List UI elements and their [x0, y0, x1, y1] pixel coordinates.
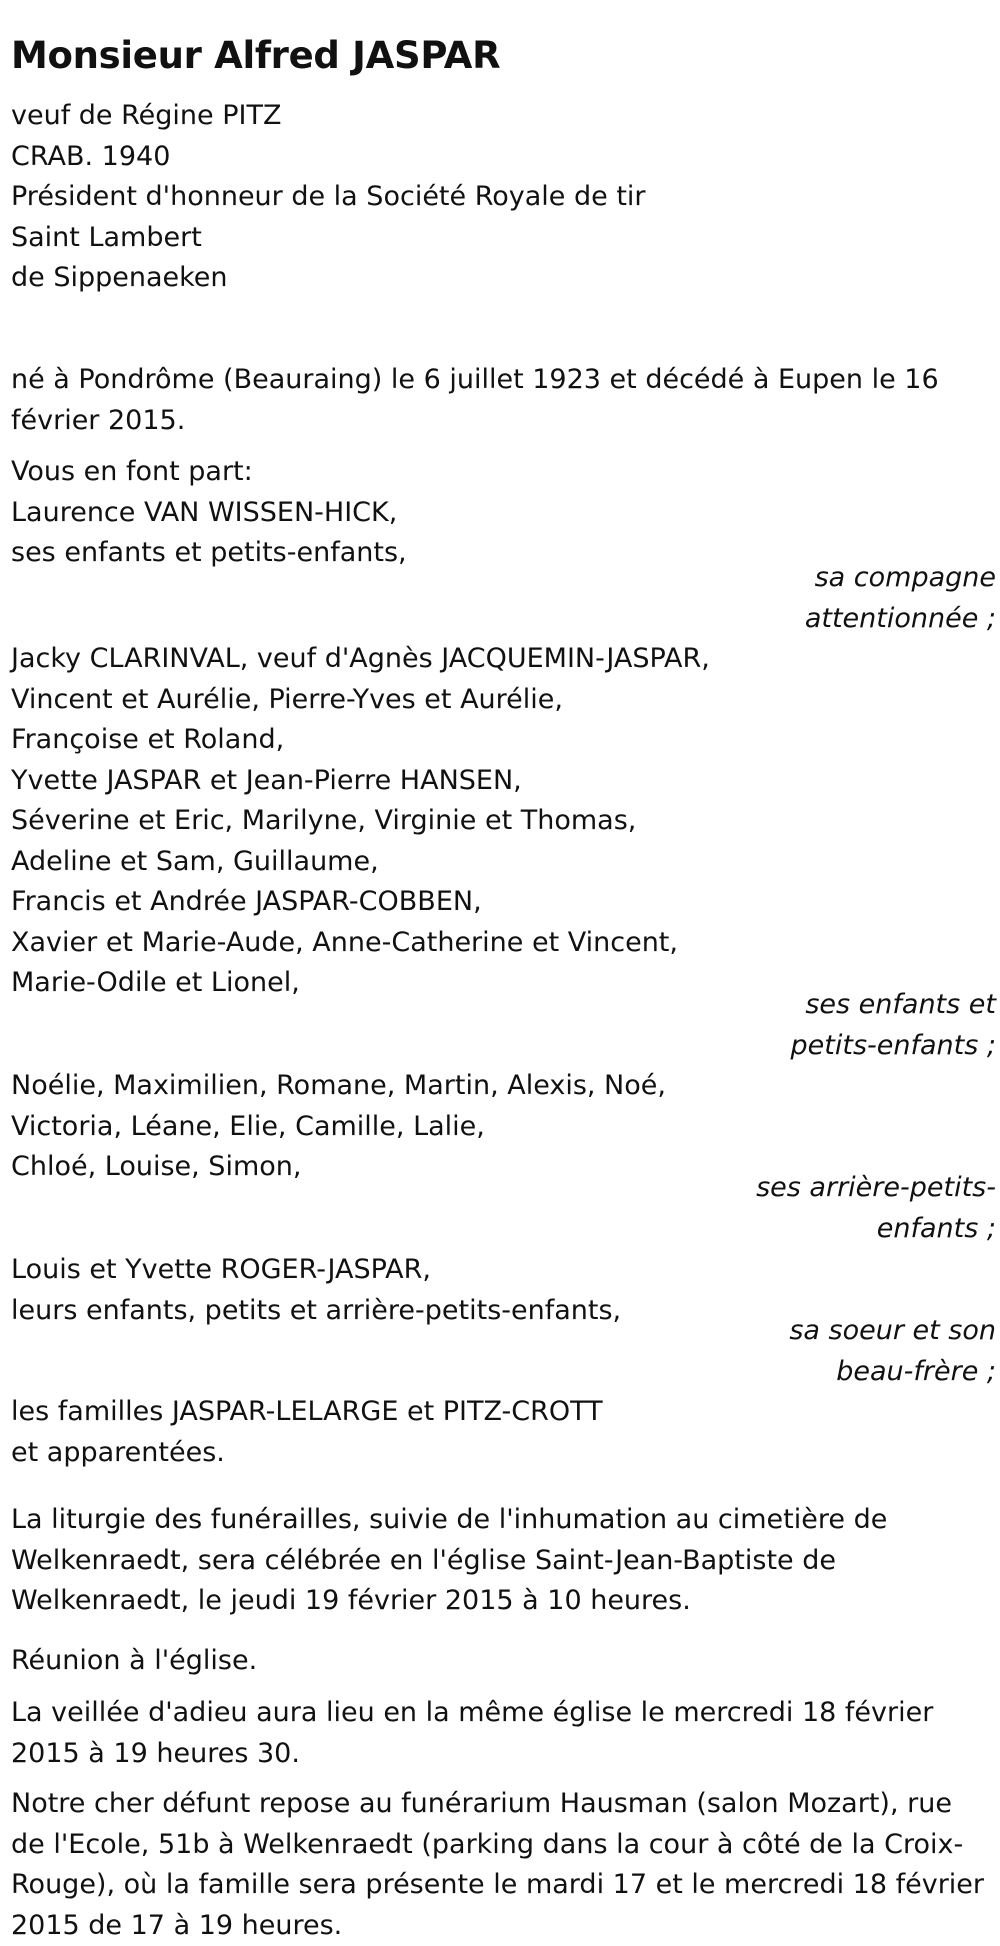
group-2-line: Jacky CLARINVAL, veuf d'Agnès JACQUEMIN-JASPAR, [11, 643, 710, 674]
group-2-block [11, 639, 991, 1004]
group-1-role [736, 558, 996, 639]
group-3-line: Noélie, Maximilien, Romane, Martin, Alexis, Noé, [11, 1070, 666, 1101]
group-3-role [736, 1168, 996, 1249]
group-2-line: Yvette JASPAR et Jean-Pierre HANSEN, [11, 764, 522, 796]
group-2-line: Xavier et Marie-Aude, Anne-Catherine et Vincent, [11, 926, 678, 958]
intro-block [11, 96, 991, 299]
group-2-line: Adeline et Sam, Guillaume, [11, 845, 379, 877]
liturgy-paragraph: La liturgie des funérailles, suivie de l'inhumation au cimetière de Welkenraedt, sera célébrée en l'église Saint-Jean-Baptiste de Welkenraedt, le jeudi 19 février 2015 à 10 heures. [11, 1504, 888, 1616]
role-line: ses enfants et [805, 989, 996, 1020]
group-3-line: Chloé, Louise, Simon, [11, 1151, 302, 1182]
announcers-block [11, 452, 991, 574]
group-4-role [736, 1311, 996, 1392]
role-line: sa compagne [814, 562, 996, 593]
group-2-line: Vincent et Aurélie, Pierre-Yves et Aurélie, [11, 683, 563, 715]
group-1-line: Laurence VAN WISSEN-HICK, [11, 496, 398, 528]
society-name-line: Saint Lambert [11, 221, 202, 253]
funerarium-paragraph: Notre cher défunt repose au funérarium Hausman (salon Mozart), rue de l'Ecole, 51b à Welkenraedt (parking dans la cour à côté de la Croix-Rouge), où la famille sera présente le mardi 17 et le mercredi 18 février 2015 de 17 à 19 heures. [11, 1788, 985, 1941]
group-2-line: Françoise et Roland, [11, 724, 285, 755]
group-4-line: Louis et Yvette ROGER-JASPAR, [11, 1254, 431, 1285]
group-2-role [736, 985, 996, 1066]
group-2-line: Marie-Odile et Lionel, [11, 967, 300, 998]
vigil-paragraph: La veillée d'adieu aura lieu en la même église le mercredi 18 février 2015 à 19 heures 30. [11, 1697, 934, 1769]
honorary-president-line: Président d'honneur de la Société Royale de tir [11, 181, 646, 212]
role-line: enfants ; [876, 1212, 996, 1244]
role-line: petits-enfants ; [790, 1029, 996, 1061]
role-line: attentionnée ; [804, 602, 996, 634]
widow-line: veuf de Régine PITZ [11, 100, 282, 131]
group-4-line: leurs enfants, petits et arrière-petits-enfants, [11, 1294, 622, 1326]
group-3-line: Victoria, Léane, Elie, Camille, Lalie, [11, 1110, 485, 1142]
families-line: les familles JASPAR-LELARGE et PITZ-CROTT [11, 1396, 603, 1427]
page-title: Monsieur Alfred JASPAR [11, 34, 501, 77]
society-place-line: de Sippenaeken [11, 262, 228, 293]
group-2-line: Séverine et Eric, Marilyne, Virginie et Thomas, [11, 805, 637, 836]
meeting-paragraph: Réunion à l'église. [11, 1645, 258, 1676]
families-block [11, 1392, 991, 1473]
role-line: ses arrière-petits- [756, 1172, 996, 1203]
group-2-line: Francis et Andrée JASPAR-COBBEN, [11, 886, 482, 917]
announcers-intro: Vous en font part: [11, 456, 253, 487]
role-line: sa soeur et son [789, 1315, 996, 1346]
role-line: beau-frère ; [836, 1355, 996, 1387]
families-line: et apparentées. [11, 1436, 225, 1468]
group-1-line: ses enfants et petits-enfants, [11, 537, 407, 568]
birth-death-paragraph: né à Pondrôme (Beauraing) le 6 juillet 1923 et décédé à Eupen le 16 février 2015. [11, 364, 939, 436]
crab-line: CRAB. 1940 [11, 140, 171, 172]
